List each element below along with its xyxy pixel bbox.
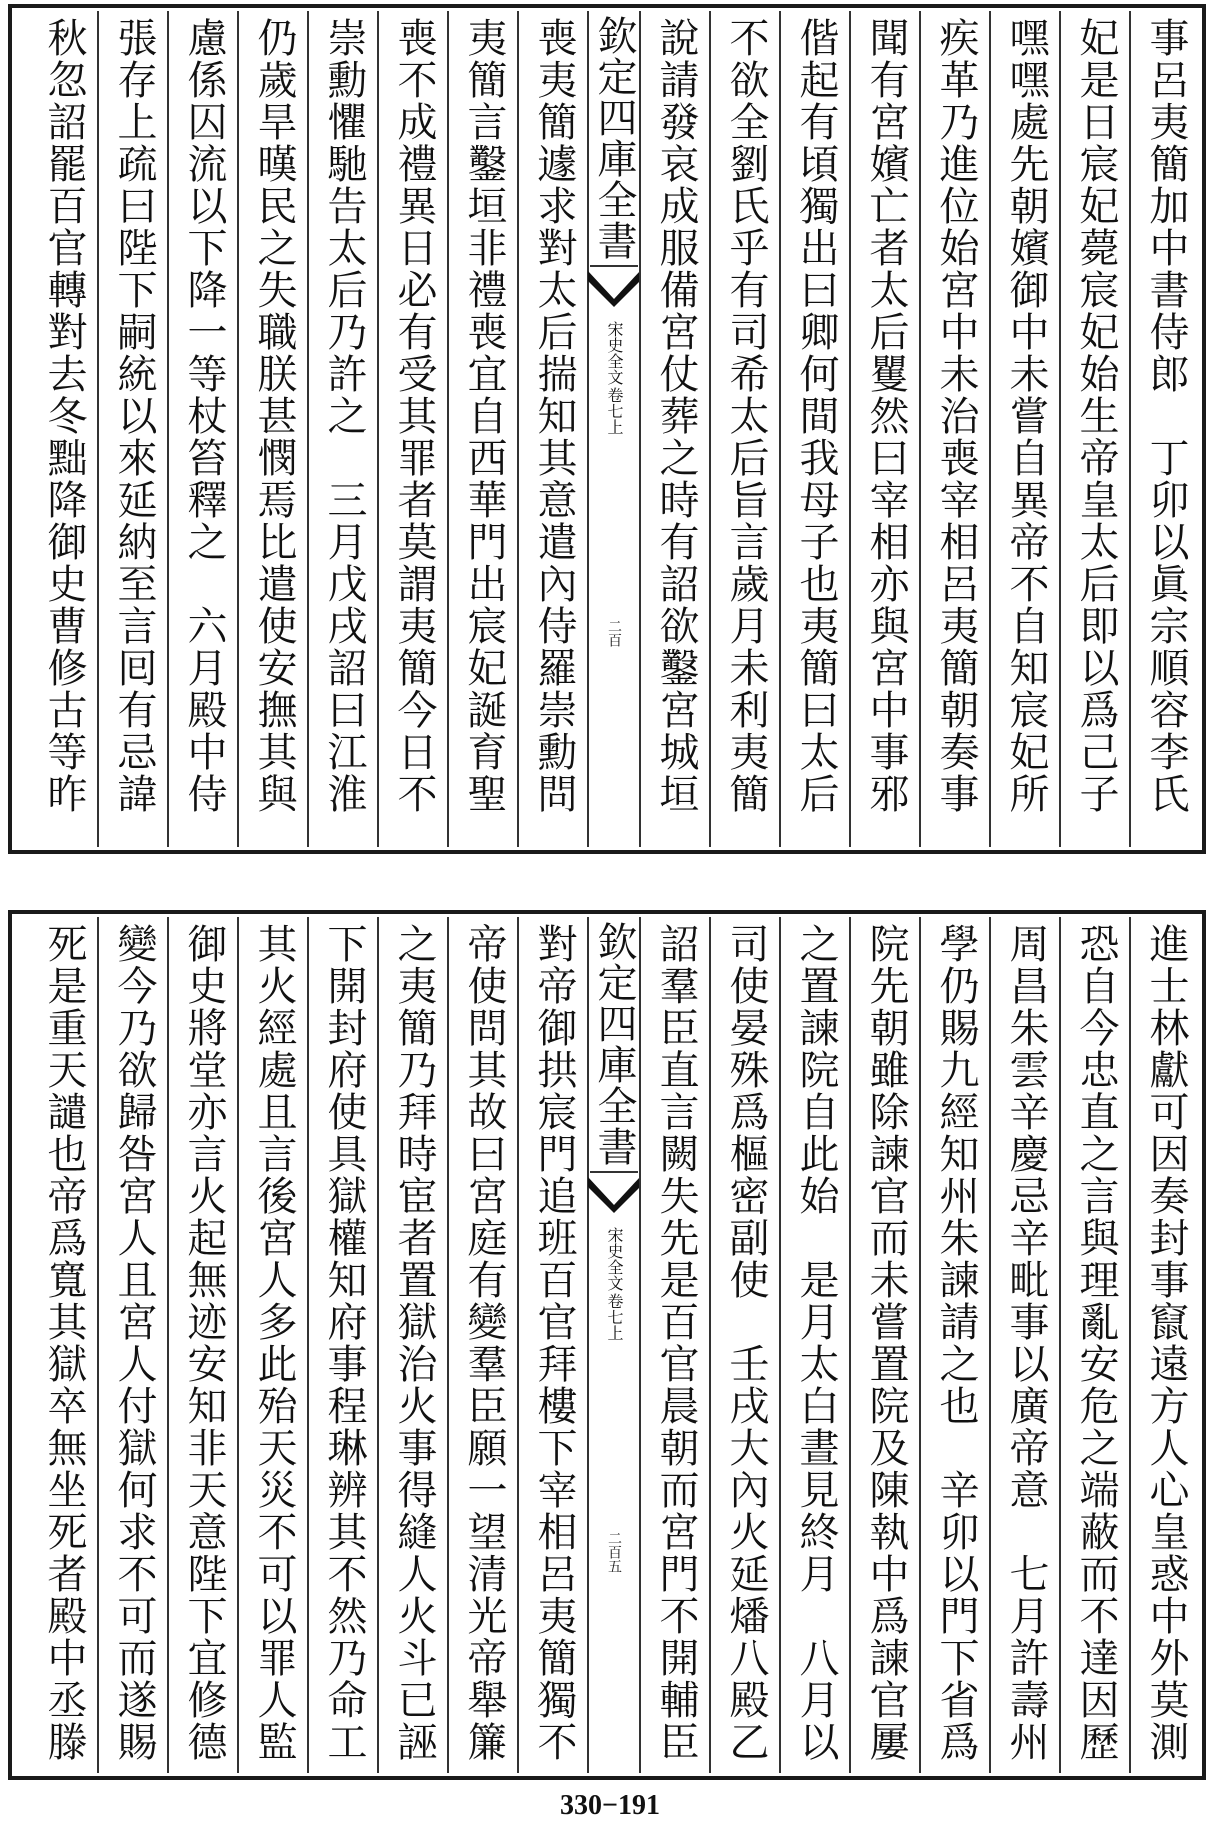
text-column: 下開封府使具獄權知府事程琳辨其不然乃命工 <box>307 917 377 1773</box>
upper-page <box>8 4 1206 854</box>
text-column: 聞有宮嬪亡者太后矍然曰宰相亦與宮中事邪 <box>849 11 919 847</box>
text-column: 詔羣臣直言闕失先是百官晨朝而宮門不開輔臣 <box>639 917 709 1773</box>
text-column: 恐自今忠直之言與理亂安危之端蔽而不達因歷 <box>1059 917 1129 1773</box>
text-column: 仍歲旱暵民之失職朕甚憫焉比遣使安撫其與 <box>237 11 307 847</box>
book-volume-label <box>605 1227 623 1341</box>
book-volume-label <box>605 321 623 435</box>
text-column: 御史將堂亦言火起無迹安知非天意陛下宜修德 <box>167 917 237 1773</box>
lower-page-columns <box>15 917 1199 1773</box>
text-column: 喪夷簡遽求對太后揣知其意遣內侍羅崇勳問 <box>517 11 587 847</box>
text-column: 院先朝雖除諫官而未嘗置院及陳執中爲諫官屢 <box>849 917 919 1773</box>
text-column: 之置諫院自此始 是月太白晝見終月 八月以 <box>779 917 849 1773</box>
text-column: 變今乃欲歸咎宮人且宮人付獄何求不可而遂賜 <box>97 917 167 1773</box>
text-column: 學仍賜九經知州朱諫請之也 辛卯以門下省爲 <box>919 917 989 1773</box>
text-column: 死是重天譴也帝爲寬其獄卒無坐死者殿中丞滕 <box>41 923 87 1763</box>
text-column: 事呂夷簡加中書侍郎 丁卯以眞宗順容李氏 <box>1129 11 1199 847</box>
text-column: 妃是日宸妃薨宸妃始生帝皇太后即以爲己子 <box>1059 11 1129 847</box>
text-column: 之夷簡乃拜時宦者置獄治火事得縫人火斗已誣 <box>377 917 447 1773</box>
text-column: 秋忽詔罷百官轉對去冬黜降御史曹修古等昨 <box>41 17 87 815</box>
text-column: 帝使問其故曰宮庭有變羣臣願一望清光帝舉簾 <box>447 917 517 1773</box>
text-column: 司使晏殊爲樞密副使 壬戌大內火延燔八殿乙 <box>709 917 779 1773</box>
collection-title: 欽定四庫全書 <box>590 917 638 1173</box>
leaf-number: 二百 <box>606 619 622 647</box>
volume-label: 卷七上 <box>605 387 624 435</box>
text-column: 喪不成禮異日必有受其罪者莫謂夷簡今日不 <box>377 11 447 847</box>
leaf-number: 二百五 <box>606 1531 622 1573</box>
text-column: 偕起有頃獨出曰卿何間我母子也夷簡曰太后 <box>779 11 849 847</box>
text-column: 說請發哀成服備宮仗葬之時有詔欲鑿宮城垣 <box>639 11 709 847</box>
fishtail-mark-icon <box>588 267 640 307</box>
book-title: 宋史全文 <box>605 1227 624 1291</box>
fishtail-mark-icon <box>588 1173 640 1213</box>
text-column: 進士林獻可因奏封事竄遠方人心皇惑中外莫測 <box>1129 917 1199 1773</box>
collection-title: 欽定四庫全書 <box>590 11 638 267</box>
page-number: 330−191 <box>560 1790 660 1821</box>
center-fold-column <box>587 917 639 1773</box>
book-title: 宋史全文 <box>605 321 624 385</box>
upper-page-columns <box>15 11 1199 847</box>
text-column: 崇勳懼馳告太后乃許之 三月戊戌詔曰江淮 <box>307 11 377 847</box>
text-column: 張存上疏曰陛下嗣統以來延納至言囘有忌諱 <box>97 11 167 847</box>
volume-label: 卷七上 <box>605 1293 624 1341</box>
text-column: 慮係囚流以下降一等杖笞釋之 六月殿中侍 <box>167 11 237 847</box>
center-fold-column <box>587 11 639 847</box>
text-column: 周昌朱雲辛慶忌辛毗事以廣帝意 七月許壽州 <box>989 917 1059 1773</box>
text-column: 其火經處且言後宮人多此殆天災不可以罪人監 <box>237 917 307 1773</box>
text-column: 夷簡言鑿垣非禮喪宜自西華門出宸妃誕育聖 <box>447 11 517 847</box>
text-column: 疾革乃進位始宮中未治喪宰相呂夷簡朝奏事 <box>919 11 989 847</box>
text-column: 對帝御拱宸門追班百官拜樓下宰相呂夷簡獨不 <box>517 917 587 1773</box>
text-column: 嘿嘿處先朝嬪御中未嘗自異帝不自知宸妃所 <box>989 11 1059 847</box>
lower-page <box>8 910 1206 1780</box>
text-column: 不欲全劉氏乎有司希太后旨言歲月未利夷簡 <box>709 11 779 847</box>
